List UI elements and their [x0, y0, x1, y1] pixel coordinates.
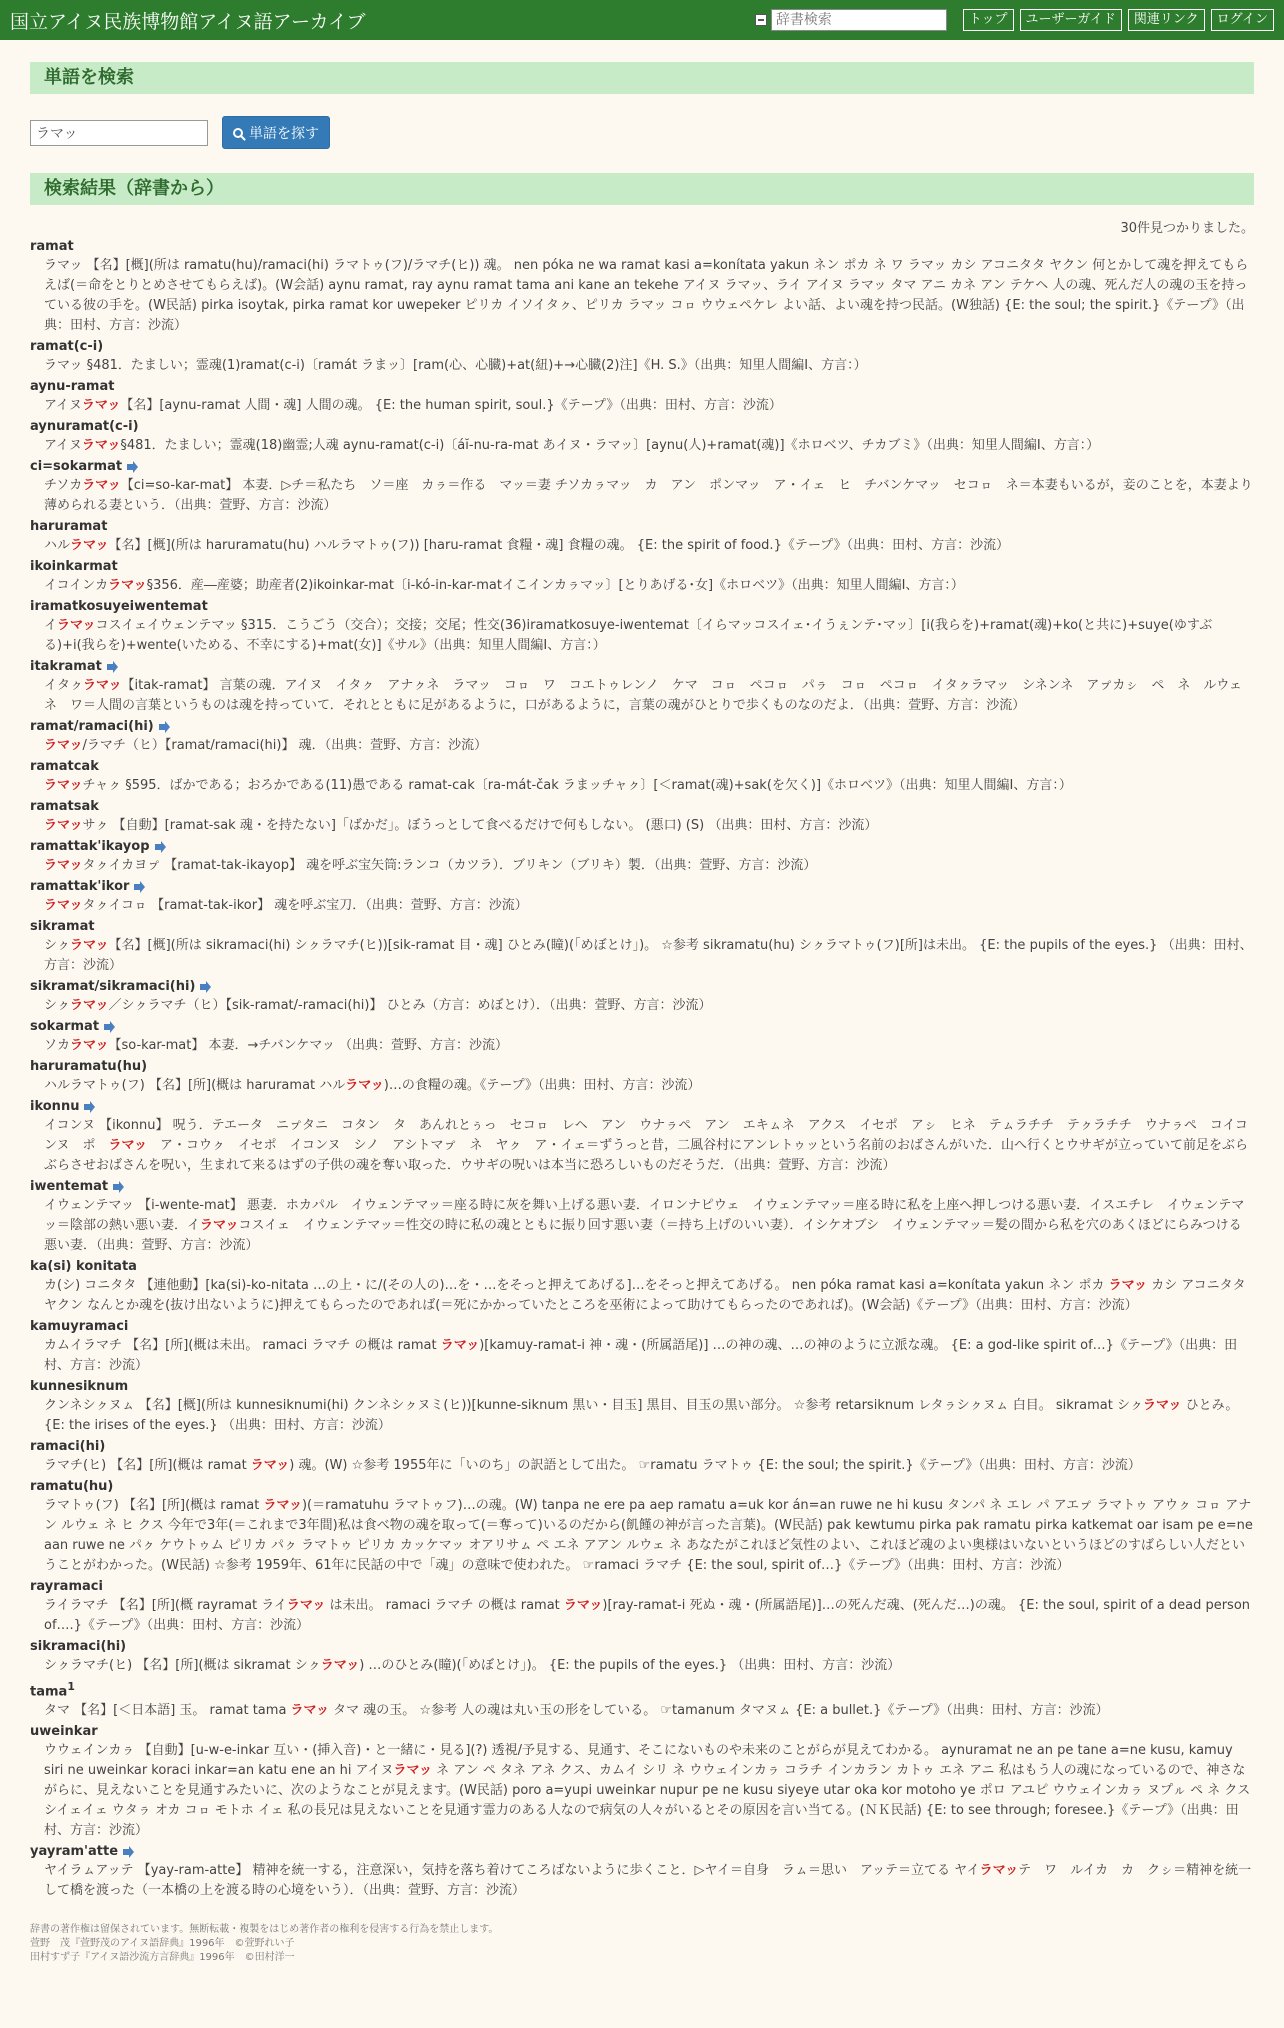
definition-text: タマ 魂の玉。 ☆参考 人の魂は丸い玉の形をしている。 ☞tamanum タマヌㇺ {E: a bullet.}《テープ》（出典：田村、方言：沙流）: [329, 1703, 1109, 1719]
definition-text: カ(シ) コニタタ 【連他動】[ka(si)-ko-nitata …の上・に/(その人の)…を・…をそっと押えてあげる]…をそっと押えてあげる。 nen póka ramat kasi a=konítata yakun ネン ポカ: [44, 1278, 1109, 1293]
entry-definition: [30, 1456, 1254, 1476]
definition-text: シㇰ: [44, 938, 71, 953]
entry-definition: [30, 476, 1254, 516]
speaker-icon[interactable]: [155, 844, 161, 850]
entry-definition: [30, 1396, 1254, 1436]
nav-login-button[interactable]: ログイン: [1211, 9, 1274, 31]
result-entry: [30, 658, 1254, 716]
definition-text: 【名】[概](所は sikramaci(hi) シㇰラマチ(ヒ))[sik-ramat 目・魂] ひとみ(瞳)(「めぼとけ」)。 ☆参考 sikramatu(hu) シㇰラマトゥ(フ)[所]は未出。 {E: the pupils of the eyes.} （出典：田村、方言：沙流）: [44, 938, 1253, 973]
site-title[interactable]: 国立アイヌ民族博物館アイヌ語アーカイブ: [10, 10, 366, 33]
definition-text: ソカ: [44, 1038, 71, 1053]
entry-definition: [30, 816, 1254, 836]
definition-text: )[ray-ramat-i 死ぬ・魂・(所属語尾)]…の死んだ魂、(死んだ…)の魂。 {E: the soul, spirit of a dead person of….}《テープ》（出典：田村、方言：沙流）: [44, 1598, 1251, 1633]
word-search-form: [30, 116, 1254, 149]
definition-text: イウェンテマッ 【i-wente-mat】 悪妻．ホカパル イウェンテマッ＝座る時に灰を舞い上げる悪い妻．イロンナピウェ イウェンテマッ＝座る時に私を上座へ押しつける悪い妻．イスエチレ イウェンテマッ＝陰部の熱い悪い妻．イ: [44, 1198, 1245, 1233]
speaker-icon[interactable]: [113, 1184, 119, 1190]
entry-headword-text: sikramat/sikramaci(hi): [30, 979, 196, 994]
entry-headword-text: ramattak'ikayop: [30, 839, 150, 854]
highlighted-match: ラマッ: [81, 438, 121, 453]
entry-headword-text: ikoinkarmat: [30, 559, 118, 574]
entry-definition: [30, 896, 1254, 916]
highlighted-match: ラマッ: [70, 538, 109, 553]
result-entry: [30, 1478, 1254, 1576]
entry-headword-text: kunnesiknum: [30, 1379, 129, 1394]
definition-text: )(＝ramatuhu ラマトゥフ)…の魂。(W) tanpa ne ere pa aep ramatu a=uk kor án=an ruwe ne hi kusu タンパ ネ エレ パ アエㇷ゚ ラマトゥ アウㇰ コㇿ アナン ルウェ ネ ヒ クス 今年で3年(＝これまで3年間)私は食べ物の魂を取って(＝奪って)いるのだから(飢饉の神が言った言葉)。(W民話) pak kewtumu pirka pak ramatu pirka katkemat oar isam pe e=ne aan ruwe ne パㇰ ケウトゥム ピリカ パㇰ ラマトゥ ピリカ カッケマッ オアリサㇺ ペ エネ アアン ルウェ ネ あなたがこれほど気性のよい、これほど魂のよい奥様はいないというほどのすばらしい人だということがわかった。(W民話) ☆参考 1959年、61年に民話の中で「魂」の意味で使われた。 ☞ramaci ラマチ {E: the soul, spirit of…}《テープ》（出典：田村、方言：沙流）: [44, 1498, 1253, 1573]
result-entry: [30, 518, 1254, 556]
result-entry: [30, 1438, 1254, 1476]
definition-text: §356．産―産婆；助産者(2)ikoinkar-mat〔i-kó-in-kar-matイこインカㇻマッ〕[とりあげる･女]《ホロベツ》（出典：知里人間編I、方言：）: [146, 578, 964, 593]
highlighted-match: ラマッ: [44, 818, 83, 833]
highlighted-match: ラマッ: [263, 1498, 302, 1513]
definition-text: イコインカ: [44, 578, 109, 593]
entry-headword-text: ramatsak: [30, 799, 99, 814]
headword-superscript: 1: [67, 1680, 75, 1693]
entry-headword[interactable]: [30, 1723, 1254, 1741]
definition-text: §481．たましい；霊魂(18)幽霊;人魂 aynu-ramat(c-i)〔áĭ-nu-ra-mat あイヌ・ラマッ〕[aynu(人)+ramat(魂)]《ホロベツ、チカブミ》（出典：知里人間編I、方言：）: [120, 438, 1100, 453]
entry-headword[interactable]: [30, 418, 1254, 436]
nav-related-links-button[interactable]: 関連リンク: [1128, 9, 1205, 31]
entry-headword-text: iwentemat: [30, 1179, 109, 1194]
highlighted-match: ラマッ: [286, 1598, 326, 1613]
highlighted-match: ラマッ: [200, 1218, 239, 1233]
highlighted-match: ラマッ: [70, 1038, 109, 1053]
entry-headword-text: ikonnu: [30, 1099, 80, 1114]
highlighted-match: ラマッ: [44, 738, 83, 753]
entry-headword-text: yayram'atte: [30, 1844, 119, 1860]
result-entry: [30, 758, 1254, 796]
dictionary-search: [755, 9, 947, 31]
entry-headword-text: haruramatu(hu): [30, 1059, 148, 1074]
entry-headword[interactable]: [30, 978, 1254, 996]
main-content: [0, 62, 1284, 1965]
entry-headword-text: ci=sokarmat: [30, 459, 123, 474]
result-entry: [30, 798, 1254, 836]
speaker-icon[interactable]: [159, 724, 165, 730]
definition-text: イコンヌ 【ikonnu】 呪う．テエータ ニㇷ゚タニ コタン タ あんれとぅっ セコㇿ レヘ アン ウナㇻペ アン エキㇺネ アクス イセポ アㇱ ヒネ テㇺラチチ テㇰラチチ ウナㇻペ コイコンヌ ポ: [44, 1118, 1248, 1153]
speaker-icon[interactable]: [123, 1849, 129, 1855]
highlighted-match: ラマッ: [82, 478, 121, 493]
definition-text: ネ アン ペ タネ アネ クス、カムイ シリ ネ ウウェインカㇻ コラチ インカラン カトゥ エネ アニ 私はもう人の魂になっているので、神さながらに、見えないことを見通すみたいに、次のようなことが見えます。(W民話) poro a=yupi uweinkar nupur pe ne kusu siyeye utar oka kor motoho ye ポロ アユピ ウウェインカㇻ ヌプㇽ ペ ネ クス シイェイェ ウタㇻ オカ コㇿ モトホ イェ 私の長兄は見えないことを見通す霊力のある人なので病気の人々がいるとその原因を言い当てる。(ＮＫ民話) {E: to see through; foresee.}《テープ》（出典：田村、方言：沙流）: [44, 1763, 1251, 1839]
entry-definition: [30, 396, 1254, 416]
entry-headword[interactable]: [30, 878, 1254, 896]
entry-definition: [30, 776, 1254, 796]
entry-definition: [30, 536, 1254, 556]
definition-text: タㇰイカヨㇷ゚ 【ramat-tak-ikayop】 魂を呼ぶ宝矢筒:ランコ（カツラ）．ブリキン（ブリキ）製．（出典：萱野、方言：沙流）: [82, 858, 817, 873]
word-search-button-label: 単語を探す: [249, 125, 319, 142]
definition-text: ラマチ(ヒ) 【名】[所](概は ramat: [44, 1458, 251, 1473]
highlighted-match: ラマッ: [979, 1863, 1019, 1879]
result-entry: [30, 338, 1254, 376]
entry-definition: [30, 676, 1254, 716]
definition-text: 【ci=so-kar-mat】 本妻．▷チ＝私たち ソ＝座 カㇻ＝作る マッ＝妻 チソカㇻマッ カ アン ポンマッ ア・イェ ヒ チバンケマッ セコㇿ ネ＝本妻もいるが，妾のことを，本妻より薄められる妻という．（出典：萱野、方言：沙流）: [44, 478, 1253, 513]
entry-definition: [30, 1741, 1254, 1841]
entry-headword-text: aynu-ramat: [30, 379, 115, 394]
definition-text: コスイェ イウェンテマッ＝性交の時に私の魂とともに振り回す悪い妻（＝持ち上げのいい妻）．イシケオブシ イウェンテマッ＝髪の間から私を穴のあくほどにらみつける悪い妻．（出典：萱野、方言：沙流）: [44, 1218, 1242, 1253]
entry-definition: [30, 736, 1254, 756]
definition-text: )[kamuy-ramat-i 神・魂・(所属語尾)] …の神の魂、…の神のように立派な魂。 {E: a god-like spirit of…}《テープ》（出典：田村、方言：沙流）: [44, 1338, 1238, 1373]
definition-text: サㇰ 【自動】[ramat-sak 魂・を持たない]「ばかだ」。ぼうっとして食べるだけで何もしない。 (悪口) (S) （出典：田村、方言：沙流）: [82, 818, 878, 833]
highlighted-match: ラマッ: [108, 578, 147, 593]
result-entry: [30, 718, 1254, 756]
definition-text: 【名】[aynu-ramat 人間・魂] 人間の魂。 {E: the human spirit, soul.}《テープ》（出典：田村、方言：沙流）: [120, 398, 782, 413]
definition-text: タㇰイコㇿ 【ramat-tak-ikor】 魂を呼ぶ宝刀．（出典：萱野、方言：沙流）: [82, 898, 528, 913]
entry-headword[interactable]: [30, 1178, 1254, 1196]
entry-definition: [30, 256, 1254, 336]
definition-text: アイヌ: [44, 398, 82, 413]
definition-text: シㇰ: [44, 998, 71, 1013]
definition-text: ／シㇰラマチ（ヒ）【sik-ramat/-ramaci(hi)】 ひとみ（方言：めぼとけ）．（出典：萱野、方言：沙流）: [108, 998, 712, 1013]
speaker-icon[interactable]: [104, 1024, 110, 1030]
entry-headword[interactable]: [30, 1098, 1254, 1116]
header-bar: [0, 0, 1284, 40]
word-search-button[interactable]: [222, 116, 330, 149]
entry-headword-text: kamuyramaci: [30, 1319, 129, 1334]
entry-headword[interactable]: [30, 918, 1254, 936]
highlighted-match: ラマッ: [70, 938, 109, 953]
entry-definition: [30, 1116, 1254, 1176]
entry-headword[interactable]: [30, 458, 1254, 476]
word-search-input[interactable]: [30, 120, 208, 146]
entry-headword[interactable]: [30, 1438, 1254, 1456]
definition-text: シㇰラマチ(ヒ) 【名】[所](概は sikramat シㇰ: [44, 1658, 321, 1673]
result-entry: [30, 238, 1254, 336]
entry-headword-text: sikramat: [30, 919, 95, 934]
entry-definition: [30, 576, 1254, 596]
definition-text: ハル: [44, 538, 71, 553]
definition-text: 【名】[概](所は haruramatu(hu) ハルラマトゥ(フ)) [haru-ramat 食糧・魂] 食糧の魂。 {E: the spirit of food.}《テープ》（出典：田村、方言：沙流）: [108, 538, 1010, 553]
definition-text: ライラマチ 【名】[所](概 rayramat ライ: [44, 1598, 287, 1613]
result-entry: [30, 598, 1254, 656]
entry-definition: [30, 1196, 1254, 1256]
highlighted-match: ラマッ: [70, 998, 109, 1013]
definition-text: ラマッ §481．たましい；霊魂(1)ramat(c-i)〔ramát ラまッ〕[ram(心、心臓)+at(紐)+→心臓(2)注]《H. S.》（出典：知里人間編I、方言：）: [44, 358, 867, 373]
entry-headword-text: ramat/ramaci(hi): [30, 719, 154, 734]
definition-text: ) …のひとみ(瞳)(「めぼとけ」)。 {E: the pupils of the eyes.} （出典：田村、方言：沙流）: [359, 1658, 901, 1673]
entry-definition: [30, 1656, 1254, 1676]
speaker-icon[interactable]: [134, 884, 140, 890]
highlighted-match: ラマッ: [1108, 1278, 1148, 1293]
entry-headword-text: ramatu(hu): [30, 1479, 114, 1494]
result-entry: [30, 1018, 1254, 1056]
entry-headword[interactable]: [30, 1058, 1254, 1076]
entry-headword[interactable]: [30, 758, 1254, 776]
entry-headword-text: tama: [30, 1684, 68, 1700]
definition-text: イタㇰ: [44, 678, 84, 693]
entry-definition: [30, 936, 1254, 976]
footer-credit-kayano: 萱野 茂『萱野茂のアイヌ語辞典』1996年 ©萱野れい子: [30, 1938, 295, 1950]
highlighted-match: ラマッ: [320, 1658, 360, 1673]
entry-headword-text: iramatkosuyeiwentemat: [30, 599, 208, 614]
highlighted-match: ラマッ: [440, 1338, 480, 1353]
entry-headword[interactable]: [30, 1843, 1254, 1861]
result-entry: [30, 1578, 1254, 1636]
result-entry: [30, 1678, 1254, 1721]
search-toggle-icon[interactable]: [755, 14, 767, 26]
entry-headword[interactable]: [30, 1478, 1254, 1496]
highlighted-match: ラマッ: [44, 858, 83, 873]
entry-headword[interactable]: [30, 558, 1254, 576]
result-entry: [30, 1378, 1254, 1436]
entry-headword-text: ramat(c-i): [30, 339, 104, 354]
speaker-icon[interactable]: [200, 984, 206, 990]
entry-definition: [30, 1496, 1254, 1576]
entry-headword[interactable]: [30, 1678, 1254, 1701]
entry-headword[interactable]: [30, 1638, 1254, 1656]
definition-text: カムイラマチ 【名】[所](概は未出。 ramaci ラマチ の概は ramat: [44, 1338, 441, 1353]
entry-headword[interactable]: [30, 1018, 1254, 1036]
entry-headword-text: itakramat: [30, 659, 102, 674]
entry-headword-text: ramattak'ikor: [30, 879, 130, 894]
definition-text: ア・コウㇰ イセポ イコンヌ シノ アシトマㇷ゚ ネ ヤㇰ ア・イェ＝ずうっと昔，二風谷村にアンレトゥッという名前のおばさんがいた．山へ行くとウサギが立っていて前足をぶらぶらさせおばさんを呪い，生まれて来るはずの子供の魂を奪い取った．ウサギの呪いは本当に恐ろしいものだそうだ．（出典：萱野、方言：沙流）: [44, 1138, 1249, 1173]
result-entry: [30, 458, 1254, 516]
entry-headword[interactable]: [30, 1318, 1254, 1336]
result-entry: [30, 1318, 1254, 1376]
entry-definition: [30, 856, 1254, 876]
entry-definition: [30, 1596, 1254, 1636]
speaker-icon[interactable]: [84, 1104, 90, 1110]
highlighted-match: ラマッ: [345, 1078, 384, 1093]
entry-headword-text: ramaci(hi): [30, 1439, 106, 1454]
highlighted-match: ラマッ: [83, 678, 122, 693]
definition-text: )…の食糧の魂。《テープ》（出典：田村、方言：沙流）: [383, 1078, 701, 1093]
entry-headword[interactable]: [30, 518, 1254, 536]
entry-headword[interactable]: [30, 838, 1254, 856]
entry-headword-text: uweinkar: [30, 1724, 98, 1740]
highlighted-match: ラマッ: [290, 1703, 330, 1719]
result-count: 30件見つかりました。: [1120, 221, 1254, 236]
result-entry: [30, 1178, 1254, 1256]
entry-definition: [30, 1036, 1254, 1056]
result-entry: [30, 1638, 1254, 1676]
results-heading: 検索結果（辞書から）: [30, 173, 1254, 205]
speaker-icon[interactable]: [127, 464, 133, 470]
entry-headword-text: rayramaci: [30, 1579, 103, 1594]
footer: [30, 1923, 1254, 1965]
highlighted-match: ラマッ: [44, 898, 83, 913]
definition-text: 【so-kar-mat】 本妻．→チバンケマッ （出典：萱野、方言：沙流）: [108, 1038, 508, 1053]
entry-headword[interactable]: [30, 1258, 1254, 1276]
definition-text: タマ 【名】[＜日本語] 玉。 ramat tama: [44, 1703, 291, 1719]
entry-definition: [30, 1861, 1254, 1901]
footer-copyright: 辞書の著作権は留保されています。無断転載・複製をはじめ著作者の権利を侵害する行為を禁止します。: [30, 1924, 499, 1936]
search-icon: [233, 128, 243, 138]
entry-definition: [30, 1276, 1254, 1316]
entry-headword[interactable]: [30, 378, 1254, 396]
entry-headword-text: ramat: [30, 239, 74, 254]
speaker-icon[interactable]: [107, 664, 113, 670]
highlighted-match: ラマッ: [393, 1763, 432, 1779]
entry-headword[interactable]: [30, 598, 1254, 616]
definition-text: イ: [44, 618, 58, 633]
definition-text: 【itak-ramat】 言葉の魂．アイヌ イタㇰ アナㇰネ ラマッ コㇿ ワ コエトゥレンノ ケマ コㇿ ペコㇿ パㇻ コㇿ ペコㇿ イタㇰラマッ シネンネ アㇷ゚カㇱ ペ ネ ルウェ ネ ワ＝人間の言葉というものは魂を持っていて．それとともに足があるように，口があるように，言葉の魂がひとりで歩くものなのだよ．（出典：萱野、方言：沙流）: [44, 678, 1255, 713]
entry-headword[interactable]: [30, 338, 1254, 356]
definition-text: ラマッ 【名】[概](所は ramatu(hu)/ramaci(hi) ラマトゥ(フ)/ラマチ(ヒ)) 魂。 nen póka ne wa ramat kasi a=konítata yakun ネン ポカ ネ ワ ラマッ カシ アコニタタ ヤクン 何とかして魂を押えてもらえば(＝命をとりとめさせてもらえば)。(W会話) aynu ramat, ray aynu ramat tama ani kane an tekehe アイヌ ラマッ、ライ アイヌ ラマッ タマ アニ カネ アン テケヘ 人の魂、死んだ人の魂の玉を持っている彼の手を。(W民話) pirka isoytak, pirka ramat kor uwepeker ピリカ イソイタㇰ、ピリカ ラマッ コㇿ ウウェペケレ よい話、よい魂を持つ民話。(W独話) {E: the soul; the spirit.}《テープ》（出典：田村、方言：沙流）: [44, 258, 1249, 333]
highlighted-match: ラマッ: [81, 398, 121, 413]
entry-definition: [30, 1701, 1254, 1721]
result-entry: [30, 418, 1254, 456]
entry-headword-text: sikramaci(hi): [30, 1639, 127, 1654]
result-entry: [30, 1258, 1254, 1316]
definition-text: ヤイラㇺアッテ 【yay-ram-atte】 精神を統一する，注意深い，気持を落ち着けてころばないように歩くこと．▷ヤイ＝自身 ラㇺ＝思い アッテ＝立てる ヤイ: [44, 1863, 980, 1879]
entry-definition: [30, 356, 1254, 376]
definition-text: コスイェイウェンテマッ §315．こうごう（交合）；交接；交尾；性交(36)iramatkosuye-iwentemat〔イらマッコスイェ･イうぇンテ･マッ〕[i(我らを)+ramat(魂)+ko(と共に)+suye(ゆすぶる)+i(我らを)+wente(いためる、不幸にする)+mat(女)]《サル》（出典：知里人間編I、方言：）: [44, 618, 1213, 653]
definition-text: テ ワ ルイカ カ クㇱ＝精神を統一して橋を渡った（一本橋の上を渡る時の心境をいう）．（出典：萱野、方言：沙流）: [44, 1863, 1252, 1899]
entry-definition: [30, 996, 1254, 1016]
dictionary-search-input[interactable]: [771, 9, 947, 31]
entry-definition: [30, 1076, 1254, 1096]
entry-definition: [30, 616, 1254, 656]
definition-text: チソカ: [44, 478, 83, 493]
definition-text: は未出。 ramaci ラマチ の概は ramat: [325, 1598, 564, 1613]
highlighted-match: ラマッ: [563, 1598, 603, 1613]
definition-text: /ラマチ（ヒ）【ramat/ramaci(hi)】 魂．（出典：萱野、方言：沙流）: [82, 738, 488, 753]
result-entry: [30, 1058, 1254, 1096]
result-entry: [30, 1843, 1254, 1901]
entry-definition: [30, 1336, 1254, 1376]
entry-headword[interactable]: [30, 1378, 1254, 1396]
entry-headword[interactable]: [30, 238, 1254, 256]
result-entry: [30, 558, 1254, 596]
entry-headword[interactable]: [30, 718, 1254, 736]
highlighted-match: ラマッ: [250, 1458, 290, 1473]
result-entry: [30, 838, 1254, 876]
nav-top-button[interactable]: トップ: [963, 9, 1014, 31]
entry-headword[interactable]: [30, 1578, 1254, 1596]
highlighted-match: ラマッ: [44, 778, 83, 793]
result-entry: [30, 378, 1254, 416]
result-entry: [30, 918, 1254, 976]
result-entry: [30, 1723, 1254, 1841]
definition-text: ハルラマトゥ(フ) 【名】[所](概は haruramat ハル: [44, 1078, 346, 1093]
entry-headword[interactable]: [30, 658, 1254, 676]
highlighted-match: ラマッ: [1142, 1398, 1182, 1413]
results-list: [30, 238, 1254, 1901]
definition-text: ) 魂。(W) ☆参考 1955年に「いのち」の訳語として出た。 ☞ramatu ラマトゥ {E: the soul; the spirit.}《テープ》（出典：田村、方言：沙流）: [289, 1458, 1141, 1473]
definition-text: ひとみ。 {E: the irises of the eyes.} （出典：田村、方言：沙流）: [44, 1398, 1239, 1433]
entry-headword-text: haruramat: [30, 519, 108, 534]
entry-headword-text: ramatcak: [30, 759, 99, 774]
entry-headword-text: aynuramat(c-i): [30, 419, 139, 434]
result-entry: [30, 878, 1254, 916]
entry-headword-text: sokarmat: [30, 1019, 100, 1034]
highlighted-match: ラマッ: [57, 618, 96, 633]
result-entry: [30, 978, 1254, 1016]
definition-text: アイヌ: [44, 438, 82, 453]
definition-text: チャㇰ §595．ばかである；おろかである(11)愚である ramat-cak〔ra-mát-čak ラまッチャㇰ〕[＜ramat(魂)+sak(を欠く)]《ホロベツ》（出典：知里人間編I、方言：）: [82, 778, 1072, 793]
entry-headword-text: ka(si) konitata: [30, 1259, 137, 1274]
word-search-heading: 単語を検索: [30, 62, 1254, 94]
definition-text: ウウェインカㇻ 【自動】[u-w-e-inkar 互い・(挿入音)・と一緒に・見る](?) 透視/予見する、見通す、そこにないものや未来のことがらが見えてわかる。 aynuramat ne an pe tane a=ne kusu, kamuy siri ne uweinkar koraci inkar=an katu ene an hi アイヌ: [44, 1743, 1233, 1779]
highlighted-match: ラマッ: [108, 1138, 147, 1153]
definition-text: クンネシㇰヌㇺ 【名】[概](所は kunnesiknumi(hi) クンネシㇰヌミ(ヒ))[kunne-siknum 黒い・目玉] 黒目、目玉の黒い部分。 ☆参考 retarsiknum レタㇻシㇰヌㇺ 白目。 sikramat シㇰ: [44, 1398, 1143, 1413]
entry-definition: [30, 436, 1254, 456]
result-entry: [30, 1098, 1254, 1176]
nav-user-guide-button[interactable]: ユーザーガイド: [1020, 9, 1122, 31]
definition-text: カシ アコニタタ ヤクン なんとか魂を(抜け出ないように)押えてもらったのであれば(＝死にかかっていたところを巫術によって助けてもらったのであれば)。(W会話)《テープ》（出典：田村、方言：沙流）: [44, 1278, 1246, 1313]
definition-text: ラマトゥ(フ) 【名】[所](概は ramat: [44, 1498, 264, 1513]
footer-credit-tamura: 田村すず子『アイヌ語沙流方言辞典』1996年 ©田村洋一: [30, 1952, 295, 1964]
entry-headword[interactable]: [30, 798, 1254, 816]
